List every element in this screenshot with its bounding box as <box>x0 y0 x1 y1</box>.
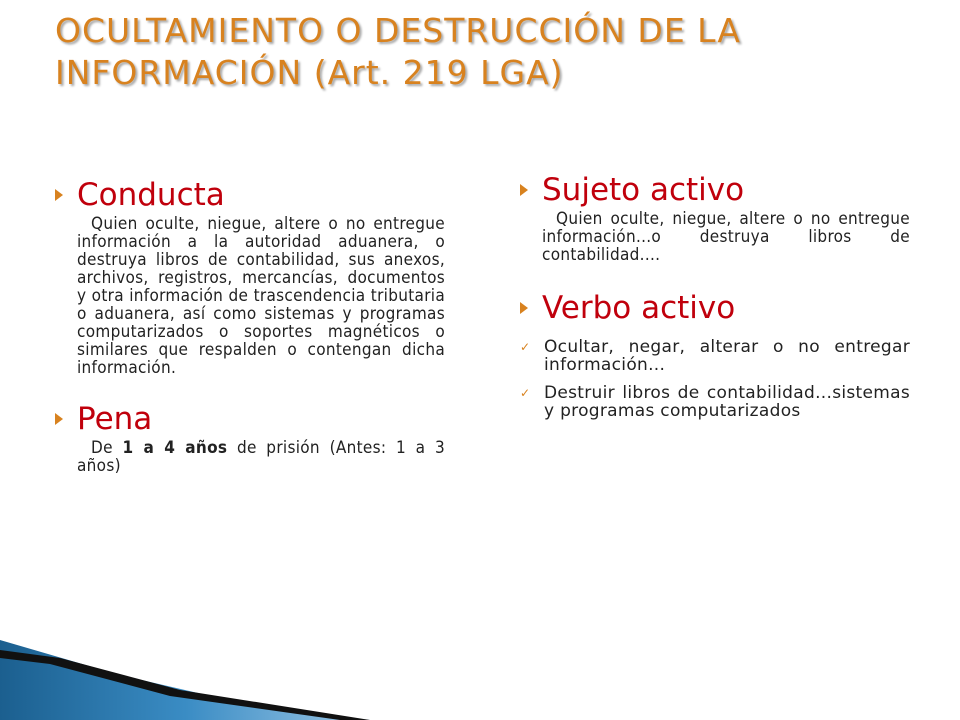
pena-text-after: de prisión (Antes: 1 a 3 años) <box>77 438 445 476</box>
section-conducta <box>55 175 445 377</box>
verbo-item-2: Destruir libros de contabilidad...sistemas y programas computarizados <box>544 383 910 421</box>
slide-title: OCULTAMIENTO O DESTRUCCIÓN DE LA INFORMACIÓN (Art. 219 LGA) <box>55 11 741 92</box>
verbo-list <box>520 338 910 420</box>
heading-verbo: Verbo activo <box>542 290 736 326</box>
blue-swoosh-shape <box>0 640 370 720</box>
sujeto-text: Quien oculte, niegue, altere o no entregue información...o destruya libros de contabilidad.... <box>542 209 910 265</box>
pena-text <box>55 439 445 475</box>
heading-conducta-row <box>55 175 445 215</box>
conducta-text: Quien oculte, niegue, altere o no entregue información a la autoridad aduanera, o destruya libros de contabilidad, sus anexos, archivos, registros, mercancías, documentos y otra información de trascendencia tributaria o aduanera, así como sistemas y programas computarizados o soportes magnéticos o similares que respalden o contengan dicha información. <box>77 214 445 378</box>
heading-sujeto: Sujeto activo <box>542 172 745 208</box>
triangle-arrow-right-icon <box>520 184 528 196</box>
checkmark-icon: ✓ <box>520 386 531 400</box>
list-item <box>520 384 910 420</box>
heading-pena: Pena <box>77 401 153 437</box>
pena-text-before: De <box>91 438 123 458</box>
triangle-arrow-right-icon <box>520 302 528 314</box>
list-item <box>520 338 910 374</box>
section-pena <box>55 399 445 475</box>
right-column <box>520 170 910 430</box>
section-verbo <box>520 288 910 420</box>
decorative-swoosh <box>0 620 380 720</box>
heading-sujeto-row <box>520 170 910 210</box>
verbo-item-1: Ocultar, negar, alterar o no entregar información... <box>544 337 910 375</box>
left-column <box>55 175 445 475</box>
triangle-arrow-right-icon <box>55 189 63 201</box>
heading-conducta: Conducta <box>77 177 225 213</box>
triangle-arrow-right-icon <box>55 413 63 425</box>
section-sujeto <box>520 170 910 264</box>
heading-pena-row <box>55 399 445 439</box>
pena-years: 1 a 4 años <box>122 438 228 458</box>
heading-verbo-row <box>520 288 910 328</box>
checkmark-icon: ✓ <box>520 340 531 354</box>
